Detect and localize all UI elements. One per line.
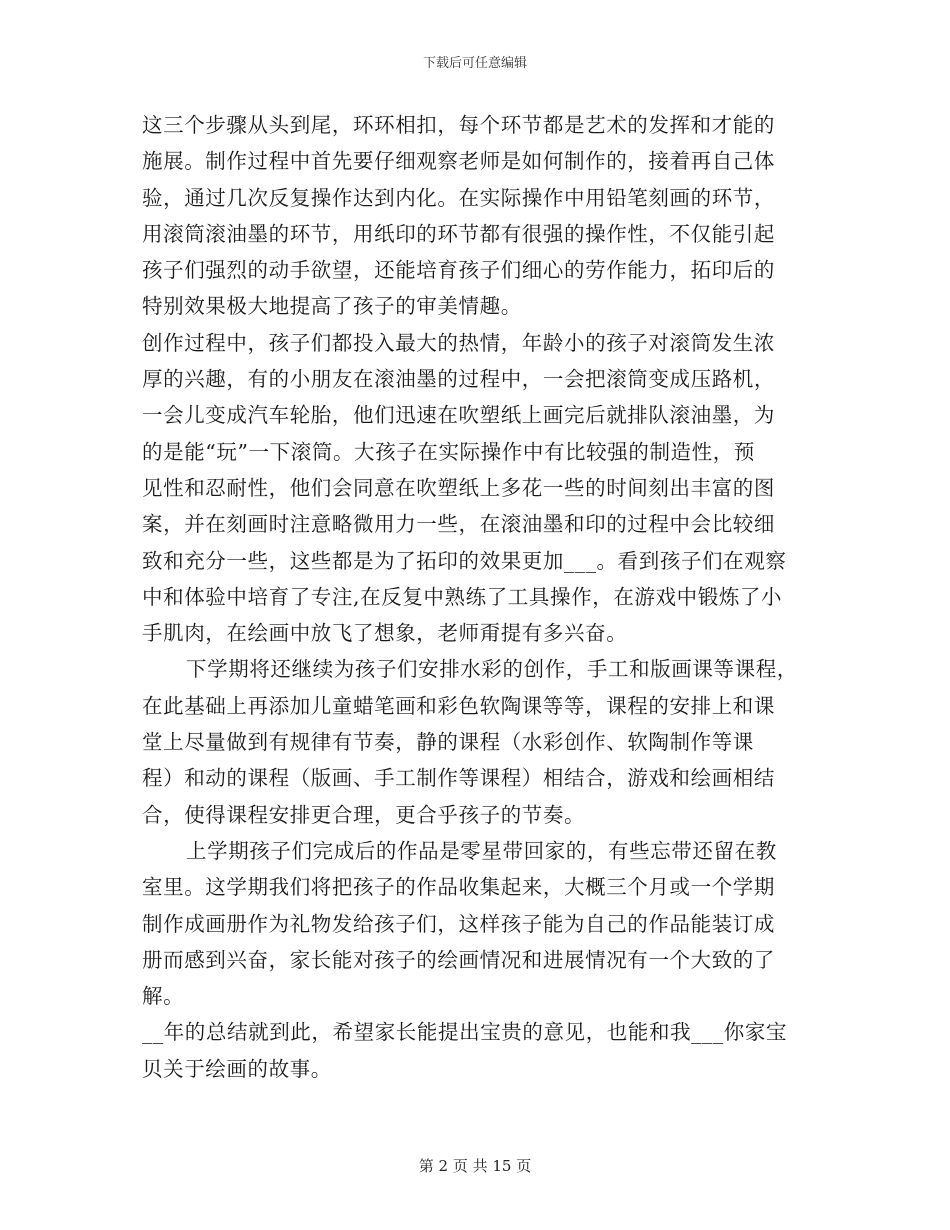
text-line: 案，并在刻画时注意略微用力一些，在滚油墨和印的过程中会比较细	[142, 512, 775, 537]
text-line: 的是能“玩”一下滚筒。大孩子在实际操作中有比较强的制造性，预	[142, 439, 755, 464]
page-footer: 第 2 页 共 15 页	[418, 1157, 532, 1175]
text-line: 验，通过几次反复操作达到内化。在实际操作中用铅笔刻画的环节，	[142, 185, 775, 210]
text-line: 程）和动的课程（版画、手工制作等课程）相结合，游戏和绘画相结	[142, 766, 775, 791]
text-line: 见性和忍耐性，他们会同意在吹塑纸上多花一些的时间刻出丰富的图	[142, 475, 775, 500]
text-line: 合，使得课程安排更合理，更合乎孩子的节奏。	[142, 802, 586, 827]
text-line: 施展。制作过程中首先要仔细观察老师是如何制作的，接着再自己体	[142, 149, 775, 174]
text-line: 下学期将还继续为孩子们安排水彩的创作，手工和版画课等课程，	[186, 657, 798, 682]
text-line: 制作成画册作为礼物发给孩子们，这样孩子能为自己的作品能装订成	[142, 911, 775, 936]
body-text	[142, 107, 810, 1087]
text-line: 致和充分一些，这些都是为了拓印的效果更加___。看到孩子们在观察	[142, 548, 787, 573]
text-line: 堂上尽量做到有规律有节奏，静的课程（水彩创作、软陶制作等课	[142, 730, 754, 755]
text-line: 这三个步骤从头到尾，环环相扣，每个环节都是艺术的发挥和才能的	[142, 113, 775, 137]
text-line: 中和体验中培育了专注,在反复中熟练了工具操作，在游戏中锻炼了小	[142, 584, 783, 609]
text-line: 孩子们强烈的动手欲望，还能培育孩子们细心的劳作能力，拓印后的	[142, 258, 775, 283]
text-line: 室里。这学期我们将把孩子的作品收集起来，大概三个月或一个学期	[142, 875, 775, 900]
text-line: 上学期孩子们完成后的作品是零星带回家的，有些忘带还留在教	[186, 838, 777, 863]
text-line: 用滚筒滚油墨的环节，用纸印的环节都有很强的操作性，不仅能引起	[142, 221, 775, 246]
page-header: 下载后可任意编辑	[422, 56, 527, 71]
text-line: __年的总结就到此，希望家长能提出宝贵的意见，也能和我___你家宝	[142, 1020, 788, 1045]
text-line: 特别效果极大地提高了孩子的审美情趣。	[142, 294, 522, 319]
text-line: 册而感到兴奋，家长能对孩子的绘画情况和进展情况有一个大致的了	[142, 947, 775, 972]
text-line: 厚的兴趣，有的小朋友在滚油墨的过程中，一会把滚筒变成压路机，	[142, 367, 775, 392]
text-line: 解。	[142, 984, 185, 1009]
text-line: 手肌肉，在绘画中放飞了想象，老师甭提有多兴奋。	[142, 621, 628, 646]
text-line: 在此基础上再添加儿童蜡笔画和彩色软陶课等等，课程的安排上和课	[142, 693, 775, 718]
text-line: 贝关于绘画的故事。	[142, 1056, 332, 1081]
text-line: 一会儿变成汽车轮胎，他们迅速在吹塑纸上画完后就排队滚油墨，为	[142, 403, 775, 428]
text-line: 创作过程中，孩子们都投入最大的热情，年龄小的孩子对滚筒发生浓	[142, 330, 775, 355]
